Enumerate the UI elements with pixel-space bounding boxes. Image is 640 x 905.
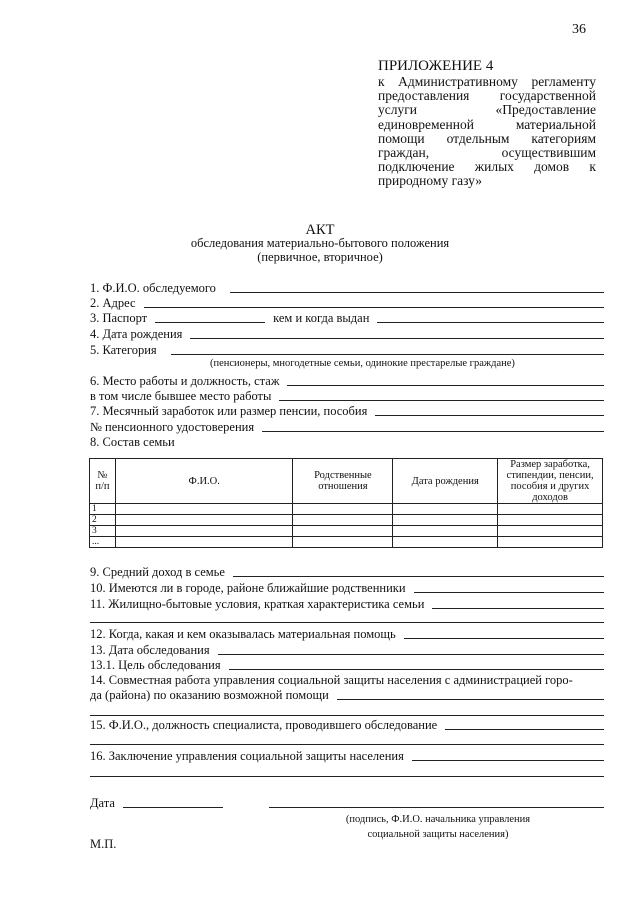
signature-caption xyxy=(318,812,558,842)
field-conclusion-line-2[interactable] xyxy=(90,776,604,777)
field-relatives-label: 10. Имеются ли в городе, районе ближайшие родственники xyxy=(90,581,406,595)
field-specialist xyxy=(90,718,604,733)
table-cell[interactable] xyxy=(393,537,498,548)
field-joint-work-line[interactable] xyxy=(337,699,604,700)
field-category xyxy=(90,343,604,358)
signature-caption-line1: (подпись, Ф.И.О. начальника управления xyxy=(345,814,531,825)
field-survey-date-label: 13. Дата обследования xyxy=(90,643,210,657)
table-cell[interactable] xyxy=(115,515,293,526)
field-category-note: (пенсионеры, многодетные семьи, одинокие престарелые граждане) xyxy=(210,358,515,369)
field-passport-issued-line[interactable] xyxy=(377,322,604,323)
family-table-header xyxy=(90,459,603,504)
field-specialist-label: 15. Ф.И.О., должность специалиста, проводившего обследование xyxy=(90,718,438,732)
field-living-conditions-label: 11. Жилищно-бытовые условия, краткая характеристика семьи xyxy=(90,597,425,611)
field-former-workplace-line[interactable] xyxy=(279,400,604,401)
field-joint-work-cont xyxy=(90,688,604,703)
table-cell[interactable] xyxy=(498,504,603,515)
field-specialist-line[interactable] xyxy=(445,729,604,730)
field-average-income-line[interactable] xyxy=(233,576,604,577)
field-category-line[interactable] xyxy=(171,354,604,355)
table-row xyxy=(90,537,603,548)
field-living-conditions-line[interactable] xyxy=(432,608,604,609)
field-specialist-line-2[interactable] xyxy=(90,744,604,745)
field-income xyxy=(90,404,604,419)
field-family-label: 8. Состав семьи xyxy=(90,435,175,449)
family-header-fio: Ф.И.О. xyxy=(115,459,293,504)
field-former-workplace-label: в том числе бывшее место работы xyxy=(90,389,272,403)
family-table xyxy=(89,458,603,548)
table-cell[interactable] xyxy=(293,537,393,548)
table-cell[interactable] xyxy=(498,526,603,537)
field-passport-label: 3. Паспорт xyxy=(90,311,148,325)
document-title: АКТ xyxy=(305,222,335,238)
field-survey-date-line[interactable] xyxy=(218,654,604,655)
seal-placeholder: М.П. xyxy=(90,837,117,851)
row-number: 2 xyxy=(90,515,116,526)
field-workplace-label: 6. Место работы и должность, стаж xyxy=(90,374,280,388)
field-fio xyxy=(90,281,604,296)
field-joint-work xyxy=(90,673,604,688)
field-family xyxy=(90,435,604,450)
field-date-line[interactable] xyxy=(123,807,223,808)
field-conclusion-line[interactable] xyxy=(412,760,604,761)
table-cell[interactable] xyxy=(498,537,603,548)
field-passport-issued-label: кем и когда выдан xyxy=(273,311,370,325)
field-date xyxy=(90,796,604,811)
field-fio-label: 1. Ф.И.О. обследуемого xyxy=(90,281,216,295)
family-header-number: № п/п xyxy=(90,459,116,504)
field-average-income-label: 9. Средний доход в семье xyxy=(90,565,225,579)
field-date-label: Дата xyxy=(90,796,115,810)
page-number: 36 xyxy=(572,22,586,37)
table-cell[interactable] xyxy=(293,515,393,526)
row-number: ... xyxy=(90,537,116,548)
row-number: 3 xyxy=(90,526,116,537)
field-conclusion xyxy=(90,749,604,764)
field-living-conditions xyxy=(90,597,604,612)
field-category-label: 5. Категория xyxy=(90,343,157,357)
field-birthdate-label: 4. Дата рождения xyxy=(90,327,183,341)
document-subtitle xyxy=(0,236,640,264)
field-income-label: 7. Месячный заработок или размер пенсии, пособия xyxy=(90,404,368,418)
table-row xyxy=(90,526,603,537)
field-income-line[interactable] xyxy=(375,415,604,416)
document-subtitle-line1: обследования материально-бытового положения xyxy=(190,236,450,250)
field-passport xyxy=(90,311,604,326)
field-pension-id-line[interactable] xyxy=(262,431,604,432)
table-cell[interactable] xyxy=(293,526,393,537)
field-survey-purpose-line[interactable] xyxy=(229,669,604,670)
table-cell[interactable] xyxy=(393,515,498,526)
appendix-text: к Административному регламенту предоставления государственной услуги «Предоставление единовременной материальной помощи отдельным категориям граждан, осуществившим подключение жилых домов к природному газу» xyxy=(378,74,596,189)
table-cell[interactable] xyxy=(115,526,293,537)
field-prior-help-line[interactable] xyxy=(404,638,604,639)
field-address-label: 2. Адрес xyxy=(90,296,136,310)
field-address xyxy=(90,296,604,311)
table-cell[interactable] xyxy=(498,515,603,526)
field-relatives xyxy=(90,581,604,596)
field-prior-help xyxy=(90,627,604,642)
field-address-line[interactable] xyxy=(144,307,604,308)
family-header-relation: Родственные отношения xyxy=(293,459,393,504)
row-number: 1 xyxy=(90,504,116,515)
field-birthdate-line[interactable] xyxy=(190,338,604,339)
table-row xyxy=(90,515,603,526)
field-survey-purpose-label: 13.1. Цель обследования xyxy=(90,658,221,672)
field-living-conditions-line-2[interactable] xyxy=(90,622,604,623)
table-cell[interactable] xyxy=(293,504,393,515)
document-subtitle-line2: (первичное, вторичное) xyxy=(257,250,383,264)
field-workplace xyxy=(90,374,604,389)
field-passport-line[interactable] xyxy=(155,322,265,323)
field-birthdate xyxy=(90,327,604,342)
family-header-birthdate: Дата рождения xyxy=(393,459,498,504)
table-cell[interactable] xyxy=(115,537,293,548)
appendix-title: ПРИЛОЖЕНИЕ 4 xyxy=(378,58,494,74)
field-survey-date xyxy=(90,643,604,658)
signature-caption-line2: социальной защиты населения) xyxy=(367,829,509,840)
signature-line[interactable] xyxy=(269,807,604,808)
field-prior-help-label: 12. Когда, какая и кем оказывалась материальная помощь xyxy=(90,627,396,641)
table-cell[interactable] xyxy=(393,504,498,515)
table-row xyxy=(90,504,603,515)
field-joint-work-label-2: да (района) по оказанию возможной помощи xyxy=(90,688,329,702)
table-cell[interactable] xyxy=(393,526,498,537)
field-fio-line[interactable] xyxy=(230,292,604,293)
family-header-income: Размер заработка, стипендии, пенсии, пособия и других доходов xyxy=(498,459,603,504)
table-cell[interactable] xyxy=(115,504,293,515)
field-former-workplace xyxy=(90,389,604,404)
field-average-income xyxy=(90,565,604,580)
field-workplace-line[interactable] xyxy=(287,385,604,386)
field-survey-purpose xyxy=(90,658,604,673)
field-pension-id xyxy=(90,420,604,435)
field-relatives-line[interactable] xyxy=(414,592,604,593)
field-joint-work-label: 14. Совместная работа управления социальной защиты населения с администрацией горо- xyxy=(90,673,573,687)
field-pension-id-label: № пенсионного удостоверения xyxy=(90,420,255,434)
field-joint-work-line-2[interactable] xyxy=(90,715,604,716)
field-conclusion-label: 16. Заключение управления социальной защиты населения xyxy=(90,749,404,763)
